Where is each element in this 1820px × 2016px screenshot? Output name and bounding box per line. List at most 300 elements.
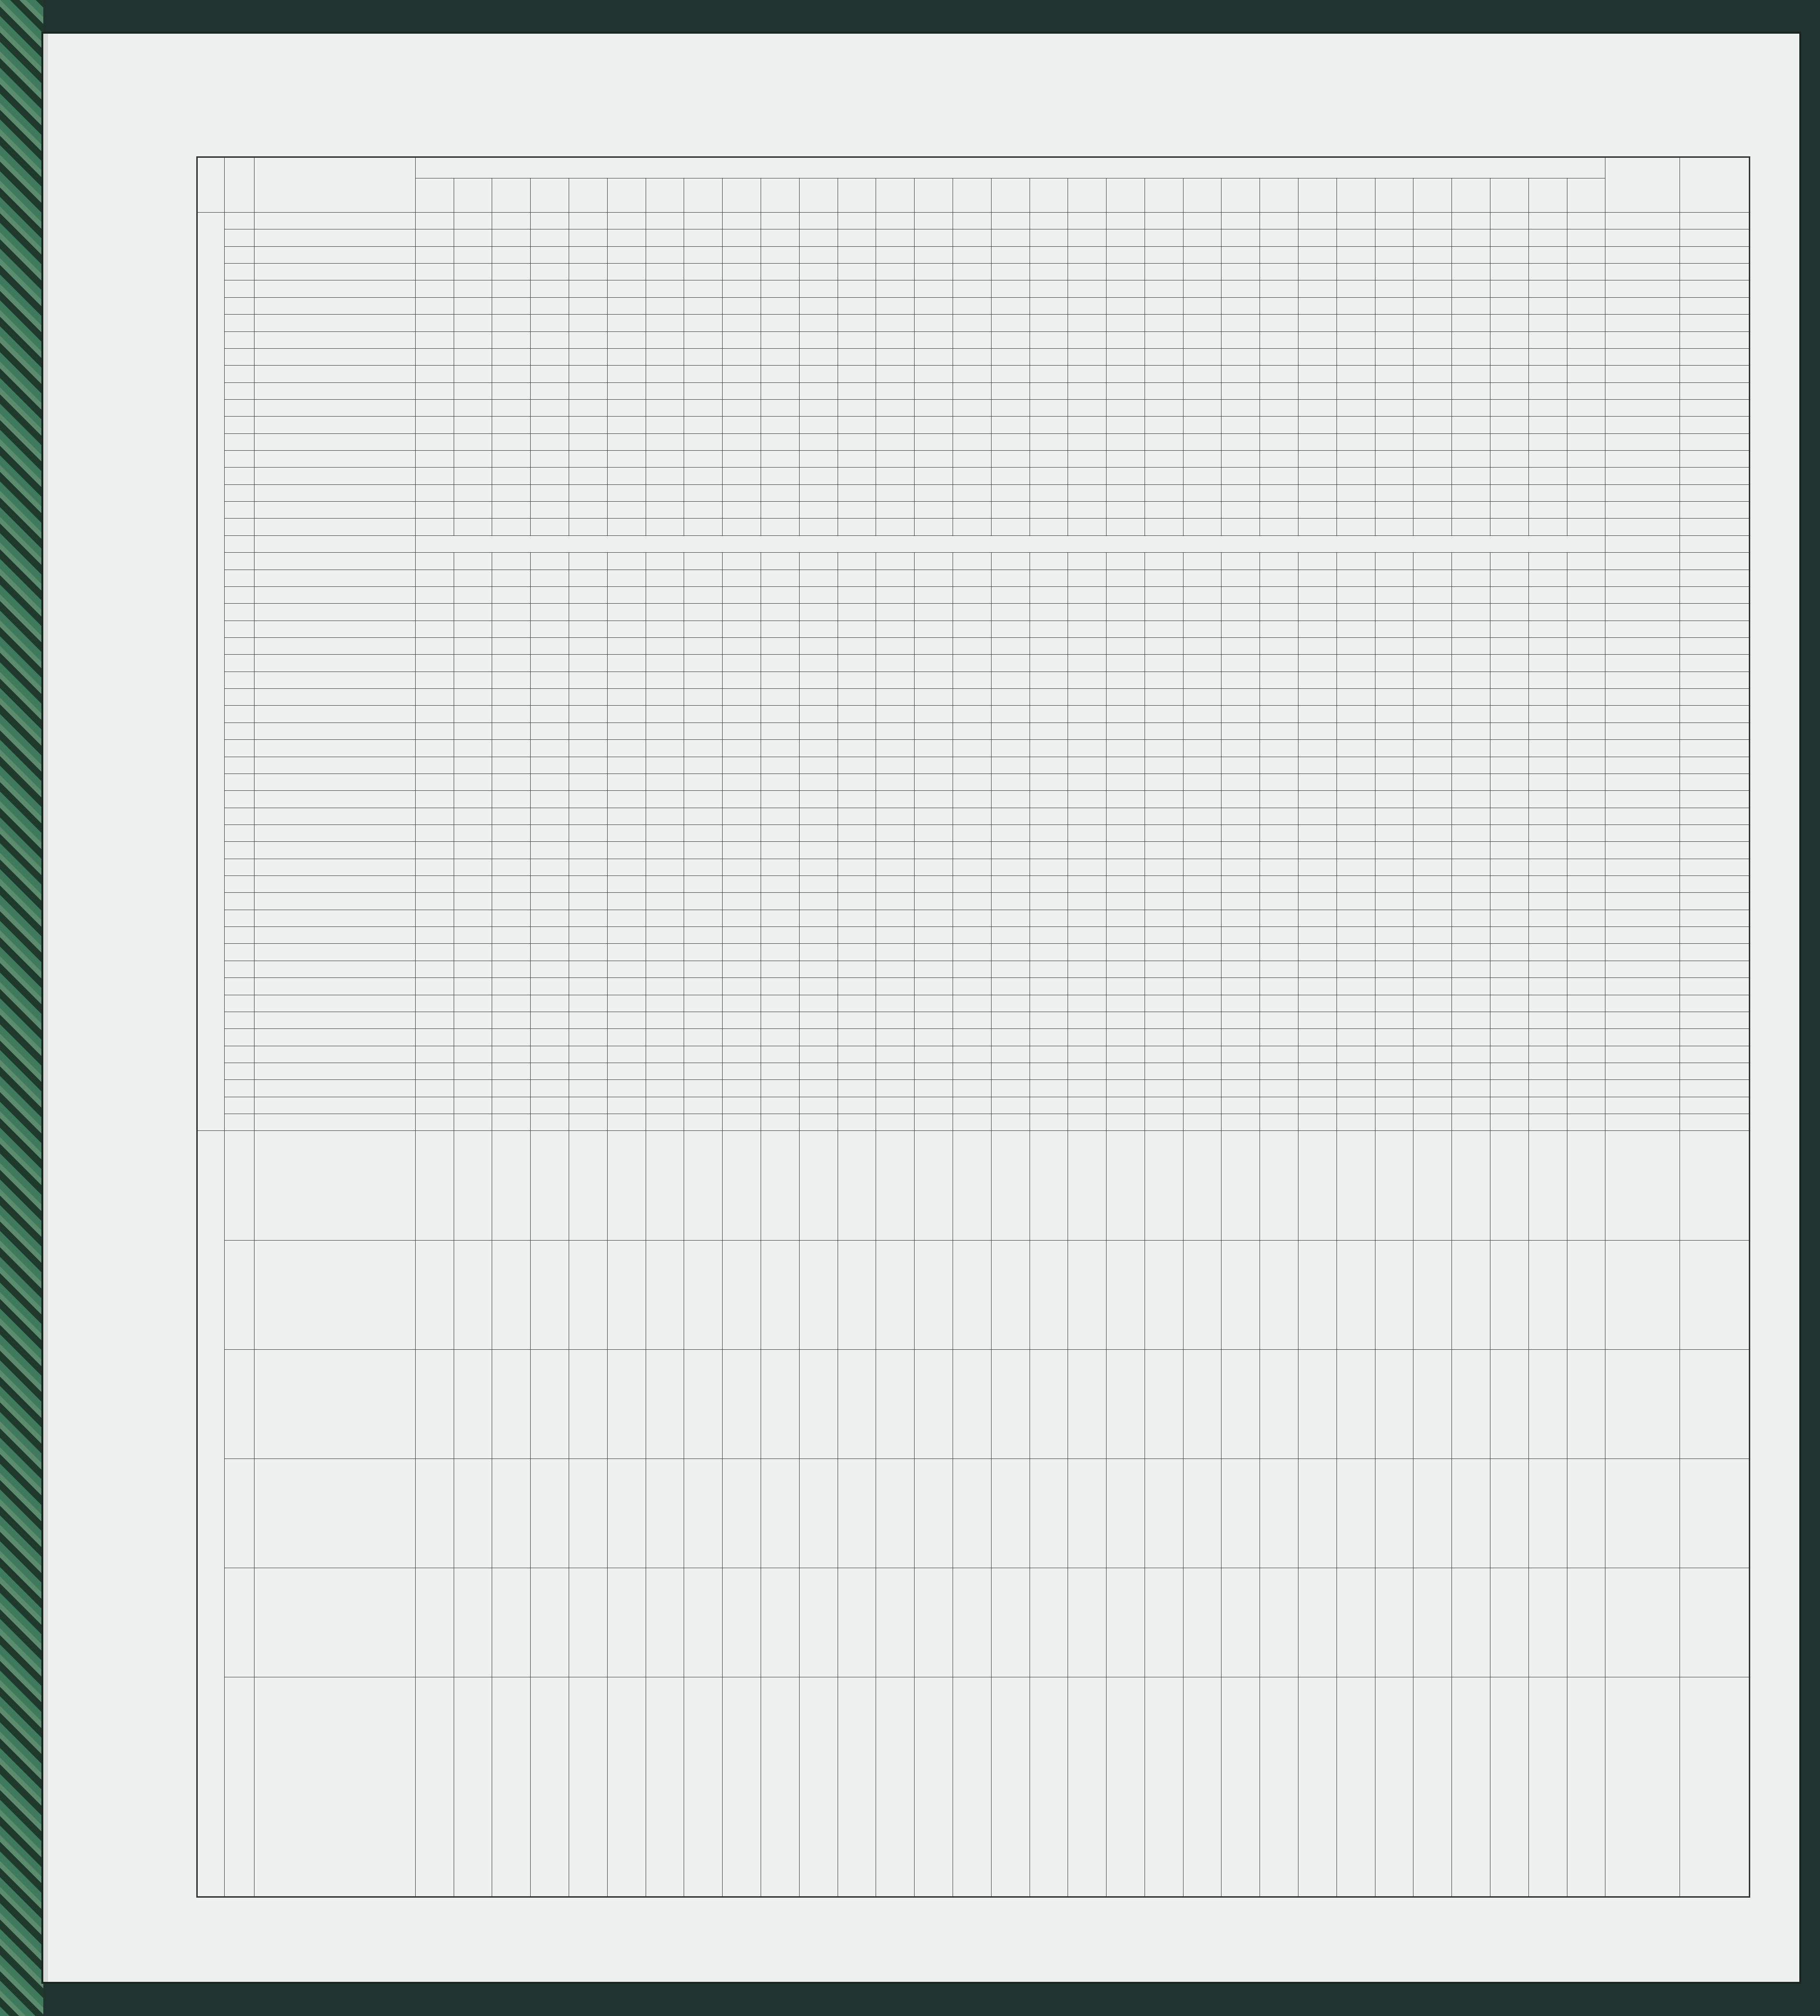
day-value: [1490, 484, 1529, 501]
day-value: [876, 1063, 915, 1079]
day-value: [1452, 655, 1490, 672]
day-value: [531, 502, 569, 519]
day-value: [1260, 655, 1298, 672]
day-value: [1567, 1080, 1605, 1097]
day-value: [799, 621, 838, 637]
day-value: [492, 484, 531, 501]
day-value: [1567, 264, 1605, 280]
station-name: [254, 621, 415, 637]
day-value: [1260, 604, 1298, 621]
day-value: [723, 723, 761, 739]
table-row: [197, 433, 1750, 450]
day-value: [915, 315, 953, 331]
day-value: [1068, 757, 1107, 773]
day-value: [569, 995, 607, 1012]
day-value: [953, 604, 991, 621]
day-value: [1030, 995, 1068, 1012]
day-value: [876, 417, 915, 433]
day-value: [1375, 791, 1413, 808]
day-value: [454, 264, 492, 280]
day-value: [1413, 586, 1452, 603]
day-value: [1413, 824, 1452, 841]
day-value: [1528, 502, 1567, 519]
station-name: [254, 1046, 415, 1063]
day-value: [1567, 468, 1605, 484]
day-value: [684, 519, 723, 535]
day-value: [991, 808, 1030, 824]
day-value: [991, 519, 1030, 535]
day-value: [1107, 433, 1145, 450]
day-value: [531, 893, 569, 910]
day-value: [1567, 961, 1605, 977]
day-value: [1490, 757, 1529, 773]
day-value: [761, 229, 799, 246]
day-value: [915, 910, 953, 926]
day-value: [1490, 1131, 1529, 1240]
day-value: [1336, 773, 1375, 790]
monthly-sum: [1605, 382, 1680, 399]
day-value: [569, 1114, 607, 1131]
day-value: [415, 1349, 454, 1458]
monthly-mean: [1680, 264, 1750, 280]
station-name: [254, 1677, 415, 1897]
station-nr: [224, 1349, 254, 1458]
monthly-sum: [1605, 637, 1680, 654]
monthly-mean: [1680, 842, 1750, 859]
day-value: [454, 773, 492, 790]
station-nr: [224, 876, 254, 893]
day-value: [492, 366, 531, 382]
day-value: [915, 570, 953, 586]
day-value: [1030, 910, 1068, 926]
day-value: [723, 927, 761, 944]
day-value: [569, 689, 607, 706]
monthly-mean: [1680, 927, 1750, 944]
day-value: [492, 876, 531, 893]
station-nr: [224, 1458, 254, 1568]
day-value: [876, 773, 915, 790]
day-value: [1298, 519, 1337, 535]
day-value: [531, 331, 569, 348]
day-value: [454, 484, 492, 501]
day-value: [1375, 808, 1413, 824]
day-value: [799, 280, 838, 297]
day-value: [1336, 621, 1375, 637]
day-value: [684, 553, 723, 570]
day-value: [1260, 586, 1298, 603]
day-value: [1145, 1349, 1183, 1458]
day-value: [454, 280, 492, 297]
station-nr: [224, 1012, 254, 1028]
monthly-mean: [1680, 213, 1750, 229]
day-value: [569, 433, 607, 450]
day-value: [531, 1568, 569, 1677]
day-value: [1222, 348, 1260, 365]
day-value: [1567, 348, 1605, 365]
day-value: [531, 1349, 569, 1458]
day-value: [1298, 961, 1337, 977]
day-value: [915, 451, 953, 468]
day-value: [1260, 859, 1298, 875]
day-value: [684, 1240, 723, 1349]
day-header: [492, 178, 531, 213]
day-value: [876, 519, 915, 535]
day-header: [1107, 178, 1145, 213]
day-value: [492, 331, 531, 348]
day-value: [1413, 433, 1452, 450]
day-value: [953, 1012, 991, 1028]
day-value: [1030, 961, 1068, 977]
day-value: [1375, 757, 1413, 773]
day-value: [915, 348, 953, 365]
day-value: [1336, 740, 1375, 757]
day-value: [953, 672, 991, 688]
day-value: [1567, 637, 1605, 654]
day-value: [799, 978, 838, 995]
day-value: [1413, 706, 1452, 723]
monthly-mean: [1680, 689, 1750, 706]
day-value: [1222, 655, 1260, 672]
day-value: [799, 433, 838, 450]
day-value: [1490, 348, 1529, 365]
day-value: [1030, 1097, 1068, 1114]
day-value: [646, 366, 684, 382]
day-value: [1145, 740, 1183, 757]
day-value: [1336, 824, 1375, 841]
day-value: [1567, 1349, 1605, 1458]
day-value: [1298, 995, 1337, 1012]
day-value: [1452, 570, 1490, 586]
day-value: [415, 893, 454, 910]
day-value: [569, 246, 607, 263]
day-value: [607, 757, 646, 773]
day-value: [1107, 348, 1145, 365]
day-value: [838, 995, 876, 1012]
table-row: [197, 1114, 1750, 1131]
day-value: [569, 331, 607, 348]
day-value: [646, 1029, 684, 1046]
day-value: [1107, 315, 1145, 331]
day-value: [1030, 978, 1068, 995]
day-value: [531, 246, 569, 263]
day-value: [1145, 1677, 1183, 1897]
day-value: [1030, 876, 1068, 893]
day-value: [569, 757, 607, 773]
day-value: [723, 246, 761, 263]
day-value: [1030, 331, 1068, 348]
day-value: [531, 280, 569, 297]
station-nr: [224, 740, 254, 757]
day-value: [684, 1677, 723, 1897]
day-value: [799, 1063, 838, 1079]
day-value: [1068, 519, 1107, 535]
day-value: [531, 672, 569, 688]
day-value: [1336, 519, 1375, 535]
day-value: [1068, 417, 1107, 433]
day-value: [1298, 1063, 1337, 1079]
day-value: [1222, 1458, 1260, 1568]
day-value: [607, 417, 646, 433]
day-value: [1528, 927, 1567, 944]
day-value: [646, 433, 684, 450]
day-value: [1107, 570, 1145, 586]
day-value: [492, 740, 531, 757]
day-value: [415, 1240, 454, 1349]
station-nr: [224, 382, 254, 399]
day-value: [1183, 366, 1222, 382]
day-value: [1260, 1080, 1298, 1097]
table-row: [197, 604, 1750, 621]
day-value: [1528, 637, 1567, 654]
table-row: [197, 927, 1750, 944]
day-value: [454, 586, 492, 603]
day-value: [876, 1677, 915, 1897]
day-value: [569, 553, 607, 570]
day-value: [991, 1029, 1030, 1046]
day-value: [531, 417, 569, 433]
day-value: [1298, 264, 1337, 280]
day-value: [1068, 672, 1107, 688]
day-value: [1413, 1568, 1452, 1677]
day-value: [1452, 433, 1490, 450]
day-value: [761, 1131, 799, 1240]
day-value: [415, 773, 454, 790]
day-value: [646, 1114, 684, 1131]
day-value: [684, 399, 723, 416]
day-value: [1413, 519, 1452, 535]
day-value: [838, 672, 876, 688]
day-value: [1528, 1131, 1567, 1240]
day-value: [876, 213, 915, 229]
day-value: [953, 382, 991, 399]
day-value: [1107, 1046, 1145, 1063]
day-value: [1222, 1114, 1260, 1131]
day-value: [646, 740, 684, 757]
day-value: [569, 824, 607, 841]
day-value: [876, 876, 915, 893]
day-value: [1183, 773, 1222, 790]
day-value: [799, 910, 838, 926]
day-value: [1413, 1029, 1452, 1046]
day-value: [1068, 1012, 1107, 1028]
day-value: [991, 757, 1030, 773]
day-value: [1452, 757, 1490, 773]
day-value: [492, 553, 531, 570]
day-value: [492, 382, 531, 399]
day-value: [915, 553, 953, 570]
day-value: [569, 604, 607, 621]
day-value: [761, 876, 799, 893]
day-value: [1030, 484, 1068, 501]
day-value: [415, 672, 454, 688]
day-value: [876, 637, 915, 654]
day-value: [991, 451, 1030, 468]
day-value: [876, 757, 915, 773]
day-value: [684, 502, 723, 519]
day-value: [531, 1046, 569, 1063]
day-value: [684, 978, 723, 995]
day-value: [1298, 808, 1337, 824]
day-value: [1260, 706, 1298, 723]
day-value: [1030, 468, 1068, 484]
day-value: [1567, 570, 1605, 586]
monthly-sum: [1605, 331, 1680, 348]
day-value: [1452, 468, 1490, 484]
day-value: [1336, 995, 1375, 1012]
day-value: [915, 672, 953, 688]
day-value: [646, 859, 684, 875]
day-value: [492, 773, 531, 790]
table-row: [197, 315, 1750, 331]
day-value: [492, 791, 531, 808]
day-value: [761, 842, 799, 859]
table-row: [197, 348, 1750, 365]
day-header: [531, 178, 569, 213]
day-value: [1413, 773, 1452, 790]
day-value: [1528, 1046, 1567, 1063]
day-value: [1567, 740, 1605, 757]
day-value: [915, 808, 953, 824]
day-value: [492, 348, 531, 365]
day-value: [607, 366, 646, 382]
day-value: [1222, 519, 1260, 535]
day-value: [1452, 1131, 1490, 1240]
day-value: [1145, 297, 1183, 314]
monthly-mean: [1680, 604, 1750, 621]
day-value: [531, 842, 569, 859]
day-value: [876, 944, 915, 961]
monthly-mean: [1680, 1458, 1750, 1568]
day-value: [1528, 689, 1567, 706]
station-name: [254, 978, 415, 995]
day-value: [1298, 1080, 1337, 1097]
day-value: [684, 706, 723, 723]
day-value: [1567, 621, 1605, 637]
day-value: [1528, 1458, 1567, 1568]
day-value: [1030, 757, 1068, 773]
day-value: [1375, 1240, 1413, 1349]
day-value: [1490, 1046, 1529, 1063]
day-value: [761, 586, 799, 603]
monthly-mean: [1680, 893, 1750, 910]
day-value: [991, 773, 1030, 790]
day-value: [953, 808, 991, 824]
day-value: [799, 893, 838, 910]
day-value: [991, 1458, 1030, 1568]
day-value: [991, 740, 1030, 757]
day-value: [492, 978, 531, 995]
day-value: [569, 978, 607, 995]
day-value: [1068, 433, 1107, 450]
day-value: [1145, 1131, 1183, 1240]
table-row: [197, 621, 1750, 637]
day-value: [1222, 1029, 1260, 1046]
day-value: [1452, 995, 1490, 1012]
day-value: [876, 502, 915, 519]
day-value: [1336, 399, 1375, 416]
day-value: [1452, 1240, 1490, 1349]
day-value: [415, 1114, 454, 1131]
day-value: [1528, 570, 1567, 586]
day-value: [1183, 672, 1222, 688]
station-name: [254, 382, 415, 399]
day-value: [607, 1240, 646, 1349]
day-value: [607, 1046, 646, 1063]
monthly-sum: [1605, 910, 1680, 926]
day-value: [492, 1080, 531, 1097]
monthly-mean: [1680, 229, 1750, 246]
day-value: [1107, 808, 1145, 824]
day-value: [723, 331, 761, 348]
day-value: [1336, 1568, 1375, 1677]
day-value: [415, 519, 454, 535]
day-value: [838, 502, 876, 519]
day-value: [1260, 451, 1298, 468]
day-value: [1145, 1568, 1183, 1677]
day-value: [1145, 213, 1183, 229]
day-value: [1107, 264, 1145, 280]
day-value: [1375, 484, 1413, 501]
day-value: [1145, 468, 1183, 484]
day-value: [1260, 740, 1298, 757]
day-value: [1375, 417, 1413, 433]
day-value: [991, 502, 1030, 519]
day-value: [1030, 519, 1068, 535]
table-row: [197, 893, 1750, 910]
day-value: [1260, 978, 1298, 995]
day-value: [607, 824, 646, 841]
day-value: [1452, 1029, 1490, 1046]
day-value: [1068, 1046, 1107, 1063]
day-value: [1336, 468, 1375, 484]
day-value: [991, 297, 1030, 314]
day-value: [1222, 246, 1260, 263]
day-value: [1183, 689, 1222, 706]
day-value: [1336, 502, 1375, 519]
day-value: [1183, 570, 1222, 586]
day-value: [723, 893, 761, 910]
day-header: [876, 178, 915, 213]
day-value: [991, 1097, 1030, 1114]
day-value: [723, 264, 761, 280]
day-value: [1298, 723, 1337, 739]
book-spine: [0, 0, 43, 2016]
day-value: [1336, 366, 1375, 382]
monthly-sum: [1605, 978, 1680, 995]
day-value: [1452, 484, 1490, 501]
day-value: [1336, 1012, 1375, 1028]
day-value: [1298, 213, 1337, 229]
day-value: [1413, 1063, 1452, 1079]
day-value: [1490, 773, 1529, 790]
day-value: [1567, 791, 1605, 808]
day-value: [876, 655, 915, 672]
day-value: [492, 1131, 531, 1240]
day-value: [454, 366, 492, 382]
day-value: [1298, 246, 1337, 263]
day-value: [646, 944, 684, 961]
day-value: [1375, 1012, 1413, 1028]
day-value: [876, 706, 915, 723]
day-value: [1068, 1029, 1107, 1046]
station-nr: [224, 893, 254, 910]
day-value: [838, 433, 876, 450]
day-value: [1222, 331, 1260, 348]
day-value: [1336, 229, 1375, 246]
day-value: [799, 1012, 838, 1028]
day-value: [761, 740, 799, 757]
day-value: [761, 246, 799, 263]
